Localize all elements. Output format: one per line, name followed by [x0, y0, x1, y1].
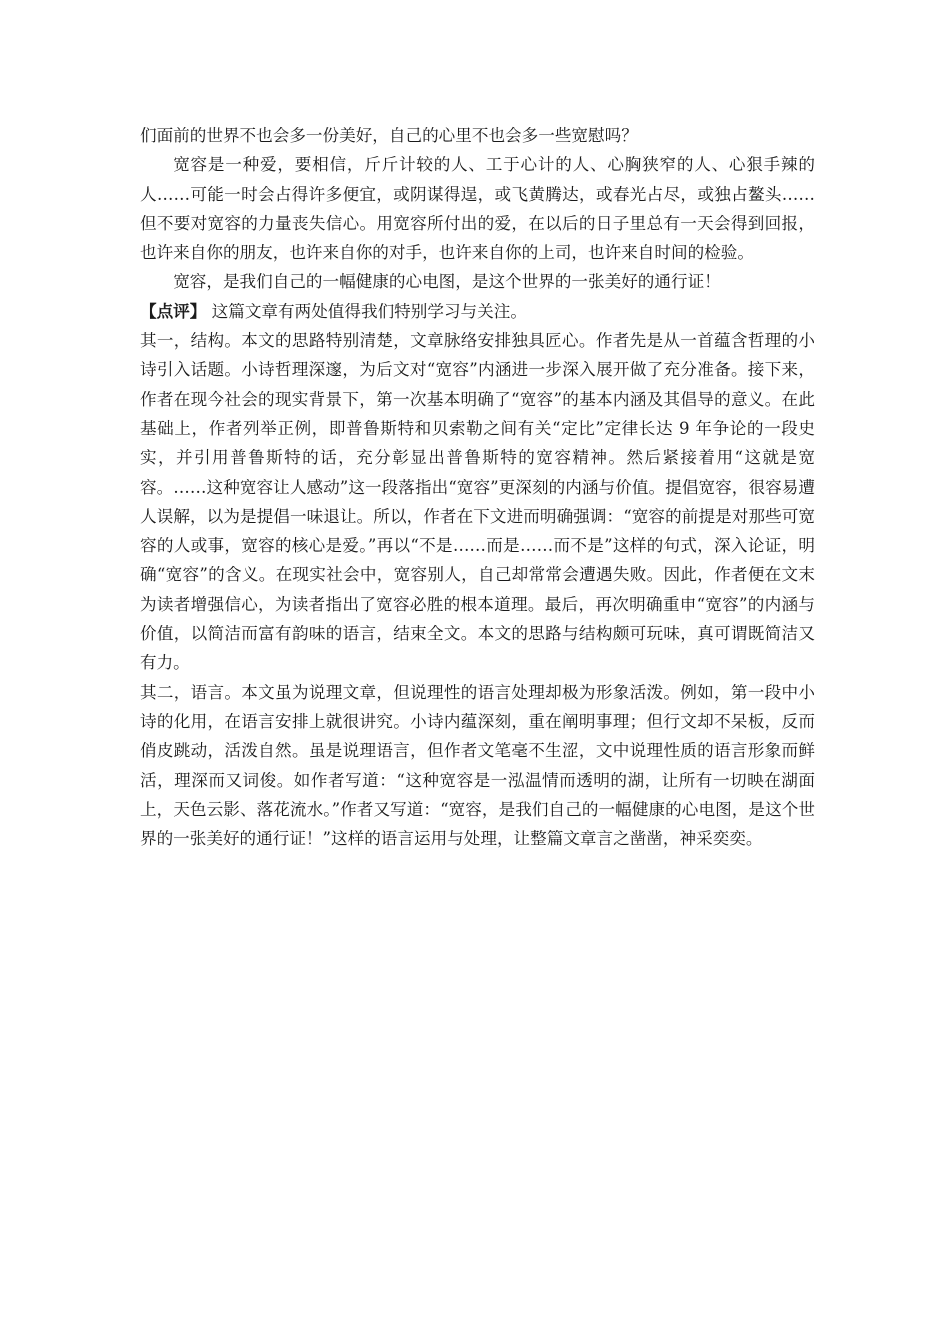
comment-label: 【点评】	[140, 300, 207, 321]
paragraph-tolerance-love: 宽容是一种爱，要相信，斤斤计较的人、工于心计的人、心胸狭窄的人、心狠手辣的人……可能一时会占得许多便宜，或阴谋得逞，或飞黄腾达，或春光占尽，或独占鳌头……但不要对宽容的力量丧失信心。用宽容所付出的爱，在以后的日子里总有一天会得到回报，也许来自你的朋友，也许来自你的对手，也许来自你的上司，也许来自时间的检验。	[140, 155, 815, 263]
paragraph-continuation: 们面前的世界不也会多一份美好，自己的心里不也会多一些宽慰吗？	[140, 126, 638, 145]
document-body	[140, 121, 815, 853]
comment-intro: 这篇文章有两处值得我们特别学习与关注。	[206, 301, 527, 321]
comment-point-structure: 其一，结构。本文的思路特别清楚，文章脉络安排独具匠心。作者先是从一首蕴含哲理的小诗引入话题。小诗哲理深邃，为后文对“宽容”内涵进一步深入展开做了充分准备。接下来，作者在现今社会的现实背景下，第一次基本明确了“宽容”的基本内涵及其倡导的意义。在此基础上，作者列举正例，即普鲁斯特和贝索勒之间有关“定比”定律长达 9 年争论的一段史实，并引用普鲁斯特的话，充分彰显出普鲁斯特的宽容精神。然后紧接着用“这就是宽容。……这种宽容让人感动”这一段落指出“宽容”更深刻的内涵与价值。提倡宽容，很容易遭人误解，以为是提倡一味退让。所以，作者在下文进而明确强调：“宽容的前提是对那些可宽容的人或事，宽容的核心是爱。”再以“不是……而是……而不是”这样的句式，深入论证，明确“宽容”的含义。在现实社会中，宽容别人，自己却常常会遭遇失败。因此，作者便在文末为读者增强信心，为读者指出了宽容必胜的根本道理。最后，再次明确重申“宽容”的内涵与价值，以简洁而富有韵味的语言，结束全文。本文的思路与结构颇可玩味，真可谓既简洁又有力。	[140, 331, 815, 673]
paragraph-conclusion: 宽容，是我们自己的一幅健康的心电图，是这个世界的一张美好的通行证！	[173, 272, 721, 292]
comment-intro-line	[140, 297, 815, 326]
comment-point-language: 其二，语言。本文虽为说理文章，但说理性的语言处理却极为形象活泼。例如，第一段中小诗的化用，在语言安排上就很讲究。小诗内蕴深刻，重在阐明事理；但行文却不呆板，反而俏皮跳动，活泼自然。虽是说理语言，但作者文笔毫不生涩，文中说理性质的语言形象而鲜活，理深而又词俊。如作者写道：“这种宽容是一泓温情而透明的湖，让所有一切映在湖面上，天色云影、落花流水。”作者又写道：“宽容，是我们自己的一幅健康的心电图，是这个世界的一张美好的通行证！”这样的语言运用与处理，让整篇文章言之凿凿，神采奕奕。	[140, 682, 815, 849]
